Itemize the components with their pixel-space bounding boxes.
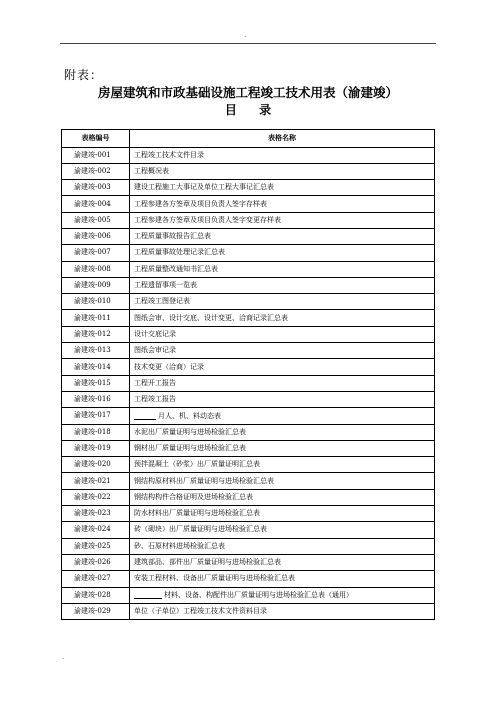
form-name: 月人、机、料动态表 (158, 411, 221, 420)
form-name-cell (130, 424, 435, 440)
form-name-cell (130, 587, 435, 603)
header-form-code: 表格编号 (62, 130, 130, 148)
form-code: 渝建竣-009 (62, 277, 130, 293)
form-name: 图纸会审、设计交底、设计变更、洽商记录汇总表 (134, 313, 288, 322)
form-name-cell (130, 180, 435, 196)
table-row (62, 554, 435, 570)
document-title: 房屋建筑和市政基础设施工程竣工技术用表（渝建竣） (97, 85, 398, 100)
form-code: 渝建竣-015 (62, 375, 130, 391)
form-name: 材料、设备、构配件出厂质量证明与进场检验汇总表（通用） (164, 591, 353, 600)
appendix-label: 附表： (64, 68, 104, 82)
table-row (62, 147, 435, 163)
table-row (62, 603, 435, 619)
form-code: 渝建竣-020 (62, 457, 130, 473)
form-name-cell (130, 391, 435, 407)
form-name-cell (130, 147, 435, 163)
form-code: 渝建竣-004 (62, 196, 130, 212)
form-name-cell (130, 538, 435, 554)
header-rule (60, 43, 436, 44)
form-code: 渝建竣-014 (62, 359, 130, 375)
form-name: 防水材料出厂质量证明与进场检验汇总表 (134, 509, 260, 518)
form-name-cell (130, 506, 435, 522)
form-name-cell (130, 261, 435, 277)
form-name-cell (130, 163, 435, 179)
form-name: 技术变更（洽商）记录 (134, 362, 204, 371)
form-name-cell (130, 359, 435, 375)
table-row (62, 196, 435, 212)
form-name: 水泥出厂质量证明与进场检验汇总表 (134, 427, 246, 436)
table-row (62, 457, 435, 473)
form-code: 渝建竣-026 (62, 554, 130, 570)
form-code: 渝建竣-021 (62, 473, 130, 489)
form-code: 渝建竣-008 (62, 261, 130, 277)
table-row (62, 522, 435, 538)
table-row (62, 538, 435, 554)
header-form-name: 表格名称 (130, 130, 435, 148)
form-name-cell (130, 326, 435, 342)
header-mark: . (244, 30, 247, 39)
form-code: 渝建竣-010 (62, 294, 130, 310)
footer-mark: . (62, 652, 65, 661)
form-name: 钢结构原材料出厂质量证明与进场检验汇总表 (134, 476, 274, 485)
table-header-row (62, 130, 435, 148)
form-name-cell (130, 228, 435, 244)
form-name: 单位（子单位）工程竣工技术文件资料目录 (134, 606, 267, 615)
form-code: 渝建竣-005 (62, 212, 130, 228)
form-code: 渝建竣-018 (62, 424, 130, 440)
form-name-cell (130, 277, 435, 293)
form-name: 工程遗留事项一览表 (134, 281, 197, 290)
table-row (62, 212, 435, 228)
form-name-cell (130, 408, 435, 424)
table-row (62, 391, 435, 407)
table-row (62, 163, 435, 179)
form-code: 渝建竣-017 (62, 408, 130, 424)
form-name-cell (130, 343, 435, 359)
form-code: 渝建竣-024 (62, 522, 130, 538)
form-name: 图纸会审记录 (134, 346, 176, 355)
table-row (62, 489, 435, 505)
form-name: 工程竣工图登记表 (134, 297, 190, 306)
table-row (62, 506, 435, 522)
table-row (62, 245, 435, 261)
form-code: 渝建竣-006 (62, 228, 130, 244)
form-name: 工程质量事故报告汇总表 (134, 232, 211, 241)
form-code: 渝建竣-027 (62, 571, 130, 587)
form-name: 钢材出厂质量证明与进场检验汇总表 (134, 443, 246, 452)
table-row (62, 228, 435, 244)
table-row (62, 180, 435, 196)
form-name: 工程开工报告 (134, 378, 176, 387)
form-code: 渝建竣-016 (62, 391, 130, 407)
table-row (62, 473, 435, 489)
table-row (62, 408, 435, 424)
form-name: 工程质量整改通知书汇总表 (134, 264, 218, 273)
forms-index-table (61, 129, 435, 620)
form-code: 渝建竣-001 (62, 147, 130, 163)
form-name: 工程质量事故处理记录汇总表 (134, 248, 225, 257)
form-code: 渝建竣-023 (62, 506, 130, 522)
table-row (62, 294, 435, 310)
table-row (62, 587, 435, 603)
form-name-cell (130, 440, 435, 456)
table-row (62, 424, 435, 440)
form-code: 渝建竣-007 (62, 245, 130, 261)
table-row (62, 571, 435, 587)
form-name: 建筑部品、部件出厂质量证明与进场检验汇总表 (134, 558, 281, 567)
form-code: 渝建竣-029 (62, 603, 130, 619)
form-name: 设计交底记录 (134, 329, 176, 338)
table-row (62, 359, 435, 375)
form-name-cell (130, 310, 435, 326)
form-name-cell (130, 603, 435, 619)
form-name-cell (130, 457, 435, 473)
form-name: 预拌混凝土（砂浆）出厂质量证明汇总表 (134, 460, 260, 469)
form-code: 渝建竣-011 (62, 310, 130, 326)
form-name-cell (130, 196, 435, 212)
form-name-cell (130, 554, 435, 570)
form-name: 安装工程材料、设备出厂质量证明与进场检验汇总表 (134, 574, 295, 583)
form-name-cell (130, 212, 435, 228)
form-name-cell (130, 245, 435, 261)
table-row (62, 310, 435, 326)
form-code: 渝建竣-025 (62, 538, 130, 554)
fill-in-blank (134, 412, 156, 420)
form-name: 工程竣工技术文件目录 (134, 150, 204, 159)
form-name: 建设工程施工大事记及单位工程大事记汇总表 (134, 183, 274, 192)
form-name: 砂、石原材料进场检验汇总表 (134, 541, 225, 550)
table-row (62, 440, 435, 456)
form-name: 砖（砌块）出厂质量证明与进场检验汇总表 (134, 525, 267, 534)
table-row (62, 375, 435, 391)
table-row (62, 343, 435, 359)
table-of-contents-heading: 目 录 (224, 103, 272, 117)
form-name-cell (130, 473, 435, 489)
form-name: 工程概况表 (134, 166, 169, 175)
form-name-cell (130, 375, 435, 391)
table-row (62, 277, 435, 293)
form-code: 渝建竣-019 (62, 440, 130, 456)
form-name: 钢结构构件合格证明及进场检验汇总表 (134, 492, 253, 501)
form-name-cell (130, 522, 435, 538)
form-code: 渝建竣-013 (62, 343, 130, 359)
form-code: 渝建竣-012 (62, 326, 130, 342)
table-row (62, 326, 435, 342)
fill-in-blank (134, 591, 162, 599)
form-name: 工程竣工报告 (134, 395, 176, 404)
form-code: 渝建竣-028 (62, 587, 130, 603)
form-code: 渝建竣-022 (62, 489, 130, 505)
form-code: 渝建竣-003 (62, 180, 130, 196)
form-code: 渝建竣-002 (62, 163, 130, 179)
form-name-cell (130, 571, 435, 587)
form-name-cell (130, 489, 435, 505)
form-name: 工程参建各方签章及项目负责人签字变更存样表 (134, 215, 281, 224)
form-name: 工程参建各方签章及项目负责人签字存样表 (134, 199, 267, 208)
table-row (62, 261, 435, 277)
form-name-cell (130, 294, 435, 310)
